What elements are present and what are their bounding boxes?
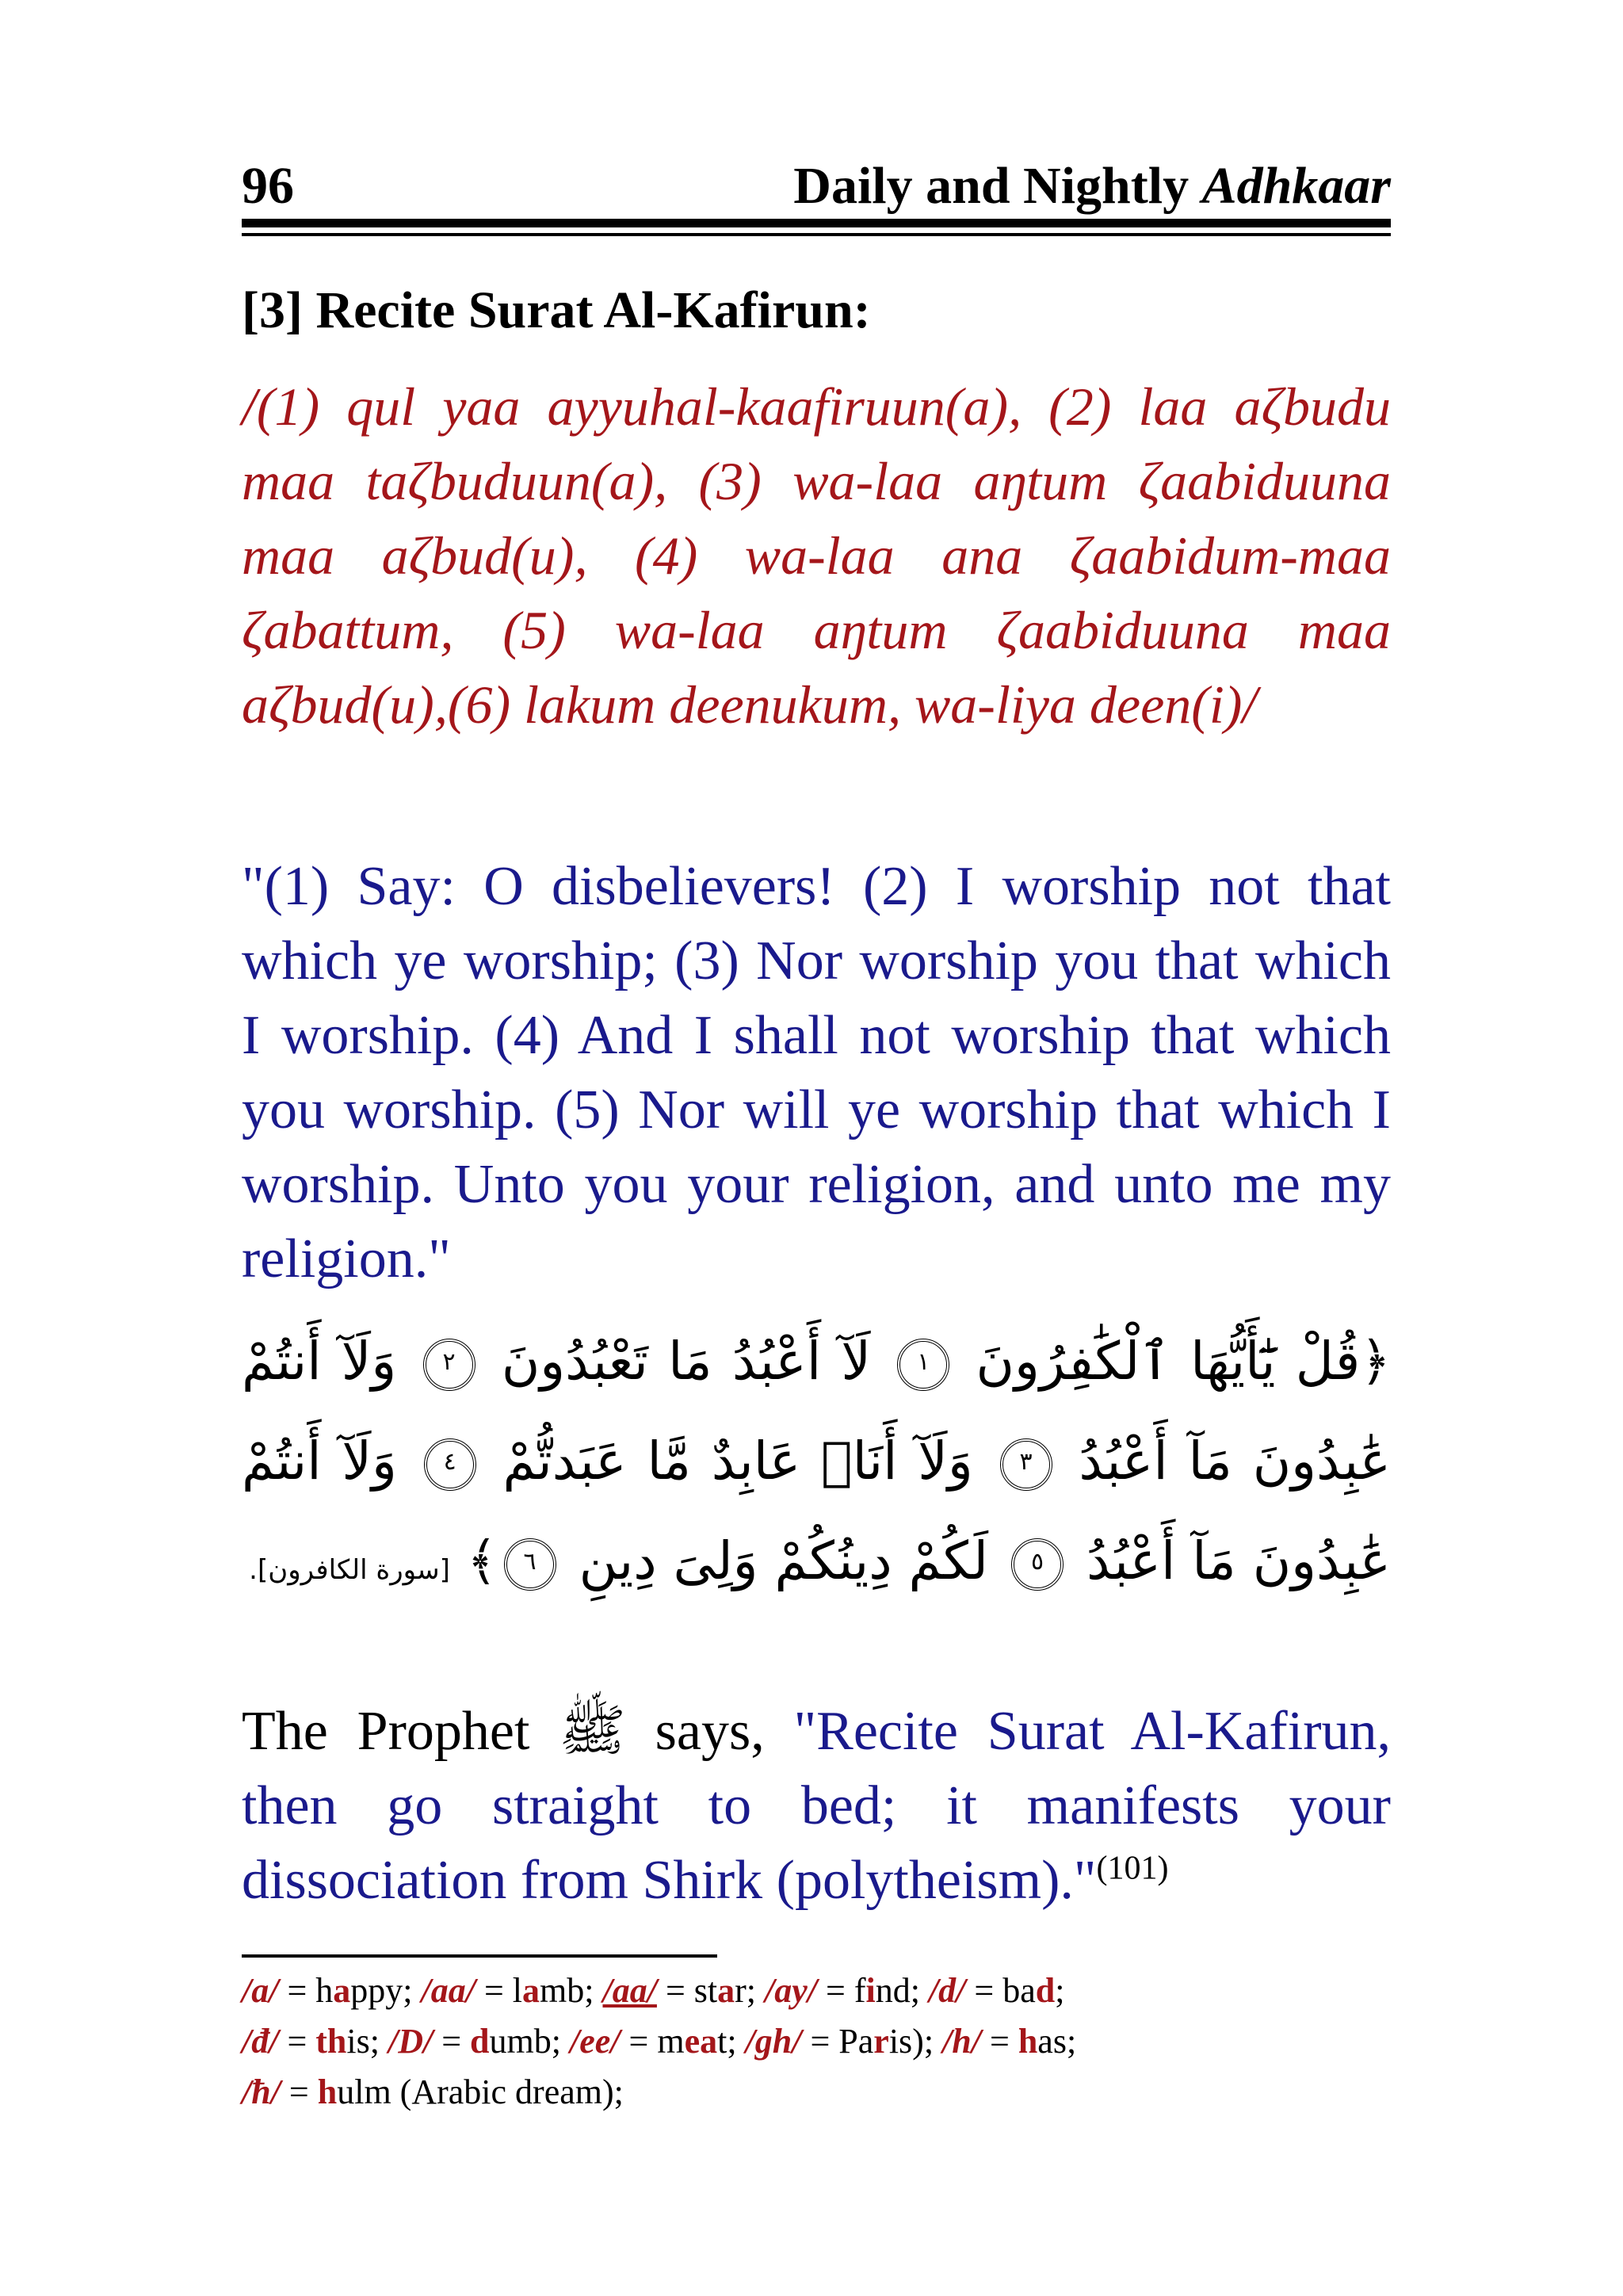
hadith-paragraph bbox=[242, 1694, 1391, 1918]
arabic-verse-1: قُلْ يَٰٓأَيُّهَا ٱلْكَٰفِرُونَ bbox=[976, 1331, 1361, 1392]
arabic-verse-5: وَلَآ أَنتُمْ عَٰبِدُونَ مَآ أَعْبُدُ bbox=[242, 1431, 1391, 1591]
footnote-rule bbox=[242, 1954, 717, 1958]
example-highlight: a bbox=[333, 1971, 351, 2010]
verse-number-icon: ١ bbox=[897, 1339, 949, 1391]
footnote-item bbox=[422, 1971, 603, 2010]
phonetic-symbol: /ħ/ bbox=[242, 2073, 281, 2111]
footnote-item bbox=[746, 2022, 943, 2061]
example-highlight: d bbox=[470, 2022, 490, 2061]
ornate-bracket-close: ﴾ bbox=[466, 1530, 498, 1591]
header-rule-thick bbox=[242, 219, 1391, 227]
example-highlight: i bbox=[865, 1971, 876, 2010]
example-highlight: h bbox=[1018, 2022, 1038, 2061]
equals-sign: = bbox=[280, 2073, 318, 2111]
verse-number-icon: ٤ bbox=[424, 1438, 476, 1491]
example-highlight: a bbox=[522, 1971, 540, 2010]
example-text: l bbox=[512, 1971, 523, 2010]
phonetic-symbol: /ay/ bbox=[765, 1971, 817, 2010]
arabic-verses bbox=[242, 1312, 1391, 1620]
ornate-bracket-open: ﴿ bbox=[1360, 1331, 1391, 1392]
equals-sign: = bbox=[433, 2022, 471, 2061]
equals-sign: = bbox=[801, 2022, 839, 2061]
arabic-verse-6: لَكُمْ دِينُكُمْ وَلِىَ دِينِ bbox=[579, 1530, 989, 1591]
example-highlight: ea bbox=[684, 2022, 718, 2061]
verse-number-icon: ٦ bbox=[504, 1538, 556, 1591]
equals-sign: = bbox=[278, 1971, 316, 2010]
example-text: h bbox=[315, 1971, 334, 2010]
example-text: st bbox=[693, 1971, 718, 2010]
equals-sign: = bbox=[817, 1971, 854, 2010]
example-text: Pa bbox=[838, 2022, 874, 2061]
example-text: m bbox=[657, 2022, 685, 2061]
example-text: ; bbox=[1055, 1971, 1065, 2010]
example-text: ppy; bbox=[350, 1971, 422, 2010]
phonetic-symbol: /a/ bbox=[242, 1971, 279, 2010]
verse-number-icon: ٢ bbox=[423, 1339, 475, 1391]
transliteration-paragraph: /(1) qul yaa ayyuhal-kaafiruun(a), (2) laa aζbudu maa taζbuduun(a), (3) wa-laa aŋtum ζaabiduuna maa aζbud(u), (4) wa-laa ana ζaabidum-maa ζabattum, (5) wa-laa aŋtum ζaabiduuna maa aζbud(u),(6) lakum deenukum, wa-liya deen(i)/ bbox=[242, 376, 1391, 735]
example-text: f bbox=[854, 1971, 866, 2010]
running-title bbox=[793, 157, 1391, 215]
equals-sign: = bbox=[620, 2022, 658, 2061]
book-page bbox=[242, 0, 1391, 2296]
phonetic-symbol: /d/ bbox=[928, 1971, 966, 2010]
footnote-item bbox=[242, 1971, 422, 2010]
footnote-item bbox=[942, 2022, 1076, 2061]
header-rule-thin bbox=[242, 233, 1391, 236]
footnote-item bbox=[388, 2022, 570, 2061]
footnote-item bbox=[765, 1971, 929, 2010]
arabic-verse-3: وَلَآ أَنتُمْ عَٰبِدُونَ مَآ أَعْبُدُ bbox=[242, 1331, 1391, 1492]
footnote-item bbox=[929, 1971, 1065, 2010]
example-highlight: r bbox=[873, 2022, 889, 2061]
example-highlight: th bbox=[315, 2022, 347, 2061]
example-text: umb; bbox=[489, 2022, 570, 2061]
example-text: ulm (Arabic dream); bbox=[337, 2073, 624, 2111]
section-heading: [3] Recite Surat Al-Kafirun: bbox=[242, 281, 871, 339]
example-text: is; bbox=[346, 2022, 388, 2061]
translation-paragraph: "(1) Say: O disbelievers! (2) I worship not that which ye worship; (3) Nor worship you that which I worship. (4) And I shall not worship that which you worship. (5) Nor will ye worship that which I worship. Unto you your religion, and unto me my religion." bbox=[242, 856, 1391, 1289]
page-number: 96 bbox=[242, 157, 294, 215]
equals-sign: = bbox=[278, 2022, 316, 2061]
phonetic-symbol: /h/ bbox=[942, 2022, 981, 2061]
example-text: t; bbox=[717, 2022, 746, 2061]
example-text: is); bbox=[888, 2022, 943, 2061]
example-highlight: h bbox=[317, 2073, 338, 2111]
footnote-item bbox=[570, 2022, 746, 2061]
phonetic-symbol: /ee/ bbox=[569, 2022, 621, 2061]
phonetic-symbol: /đ/ bbox=[242, 2022, 279, 2061]
example-highlight: d bbox=[1035, 1971, 1056, 2010]
phonetic-symbol: /aa/ bbox=[602, 1971, 657, 2010]
equals-sign: = bbox=[475, 1971, 513, 2010]
arabic-verse-4: وَلَآ أَنَا۠ عَابِدٌ مَّا عَبَدتُّمْ bbox=[502, 1431, 973, 1492]
hadith-quote: "Recite Surat Al-Kafirun, then go straight to bed; it manifests your dissociation from Shirk (polytheism)." bbox=[242, 1701, 1391, 1911]
verse-number-icon: ٥ bbox=[1011, 1538, 1064, 1591]
running-title-italic: Adhkaar bbox=[1201, 157, 1391, 215]
arabic-verse-2: لَآ أَعْبُدُ مَا تَعْبُدُونَ bbox=[501, 1331, 872, 1392]
example-highlight: a bbox=[717, 1971, 735, 2010]
footnote-item bbox=[242, 2022, 388, 2061]
equals-sign: = bbox=[965, 1971, 1003, 2010]
phonetic-symbol: /gh/ bbox=[745, 2022, 802, 2061]
example-text: ba bbox=[1002, 1971, 1036, 2010]
equals-sign: = bbox=[656, 1971, 694, 2010]
equals-sign: = bbox=[980, 2022, 1018, 2061]
example-text: mb; bbox=[540, 1971, 603, 2010]
pronunciation-footnote bbox=[242, 1966, 1391, 2118]
phonetic-symbol: /aa/ bbox=[421, 1971, 475, 2010]
example-text: nd; bbox=[875, 1971, 929, 2010]
example-text: r; bbox=[735, 1971, 766, 2010]
footnote-ref: (101) bbox=[1096, 1850, 1169, 1887]
running-title-plain: Daily and Nightly bbox=[793, 157, 1202, 215]
running-header bbox=[242, 149, 1391, 215]
footnote-item bbox=[242, 2073, 624, 2111]
hadith-intro: The Prophet ﷺ says, bbox=[242, 1701, 794, 1762]
footnote-item bbox=[602, 1971, 765, 2010]
phonetic-symbol: /D/ bbox=[388, 2022, 433, 2061]
example-text: as; bbox=[1037, 2022, 1077, 2061]
surah-reference: [سورة الكافرون]. bbox=[249, 1554, 450, 1586]
verse-number-icon: ٣ bbox=[1000, 1438, 1052, 1491]
